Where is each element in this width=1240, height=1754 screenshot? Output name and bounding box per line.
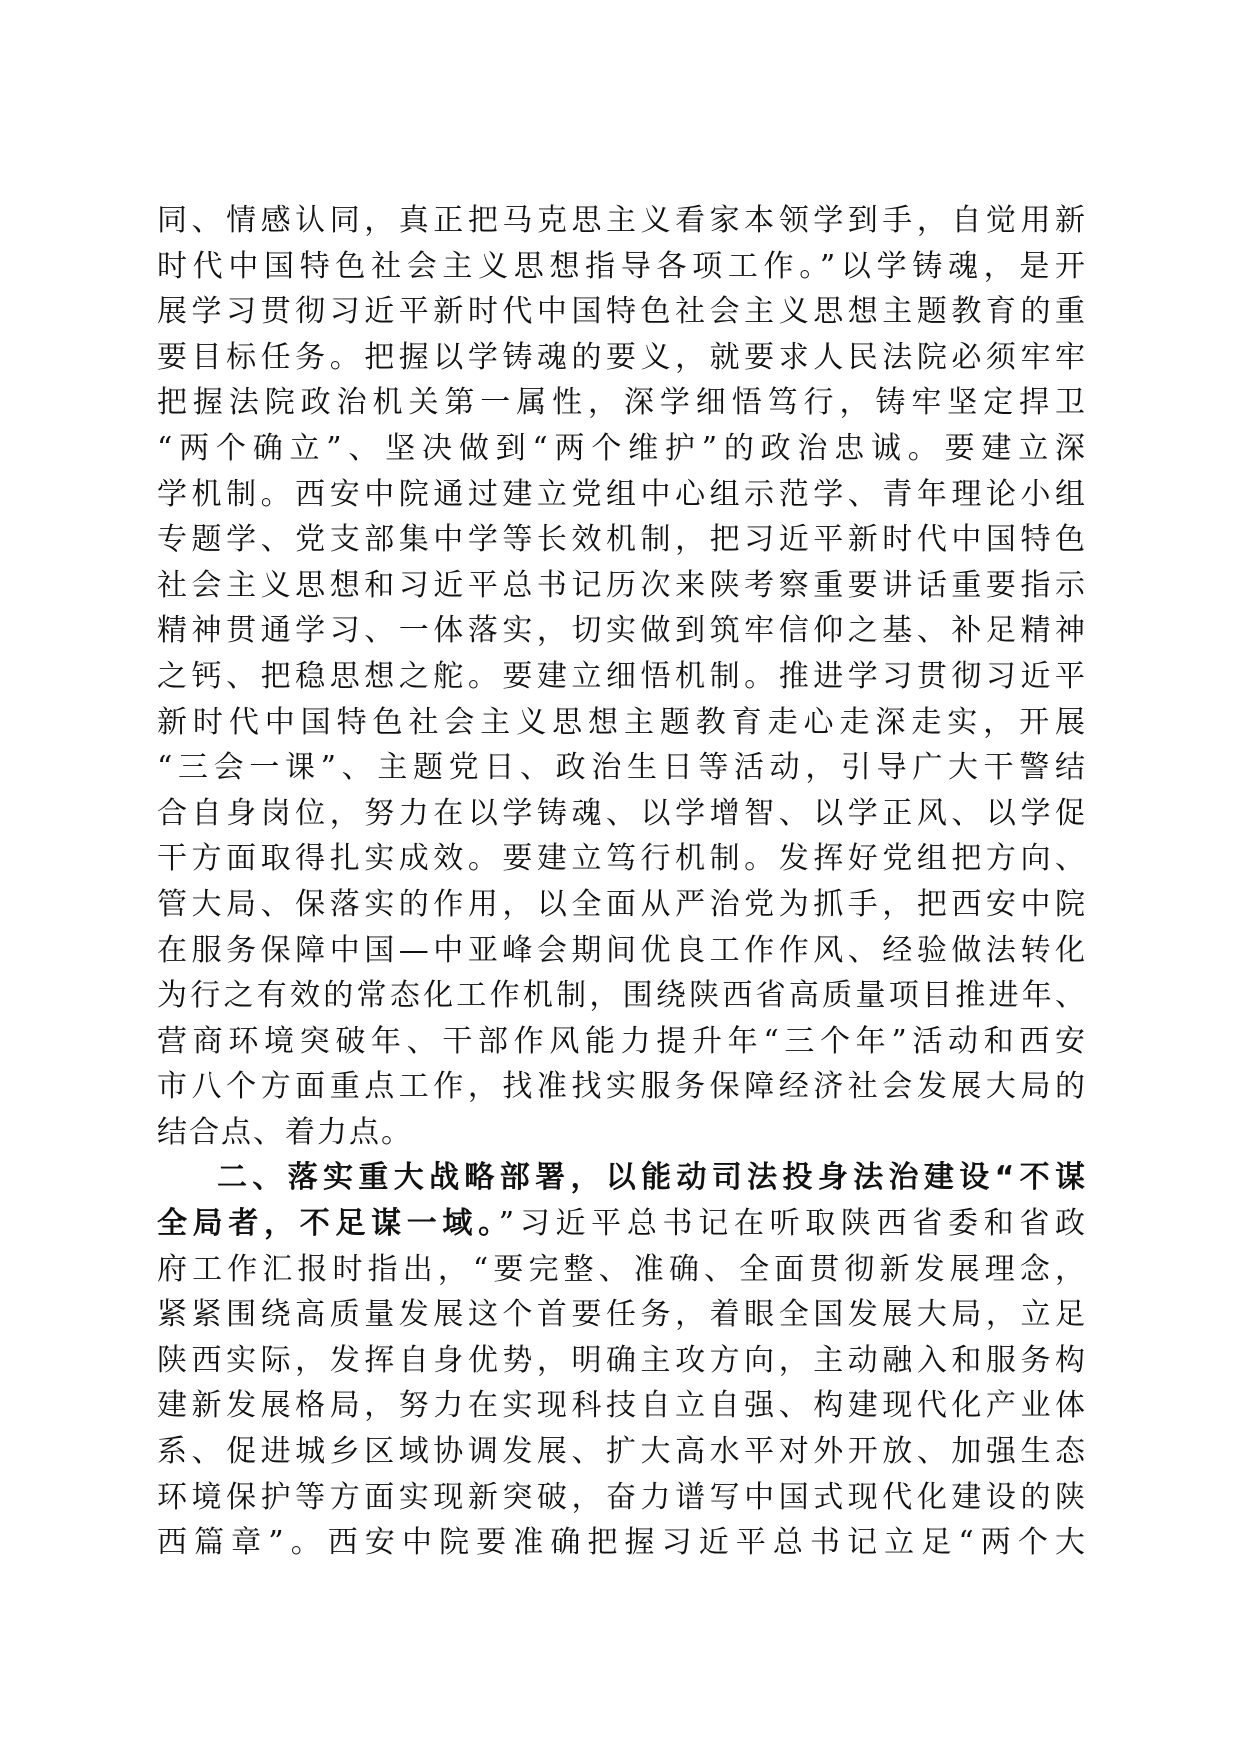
text-line: 之钙、把稳思想之舵。要建立细悟机制。推进学习贯彻习近平: [157, 658, 1087, 694]
text-line: 环境保护等方面实现新突破，奋力谱写中国式现代化建设的陕: [157, 1479, 1087, 1515]
text-line: 在服务保障中国—中亚峰会期间优良工作作风、经验做法转化: [157, 932, 1087, 968]
text-line: 要目标任务。把握以学铸魂的要义，就要求人民法院必须牢牢: [157, 339, 1087, 375]
text-line: 府工作汇报时指出，“要完整、准确、全面贯彻新发展理念，: [157, 1251, 1087, 1287]
text-line: 合自身岗位，努力在以学铸魂、以学增智、以学正风、以学促: [157, 795, 1087, 831]
text-line: 为行之有效的常态化工作机制，围绕陕西省高质量项目推进年、: [157, 978, 1087, 1014]
text-span: ”习近平总书记在听取陕西省委和省政: [498, 1206, 1087, 1242]
section-heading-continued: 全局者，不足谋一域。: [157, 1206, 499, 1242]
text-line: 营商环境突破年、干部作风能力提升年“三个年”活动和西安: [157, 1023, 1087, 1059]
text-line: 西篇章”。西安中院要准确把握习近平总书记立足“两个大: [157, 1525, 1087, 1561]
text-line: 精神贯通学习、一体落实，切实做到筑牢信仰之基、补足精神: [157, 613, 1087, 649]
text-line: 把握法院政治机关第一属性，深学细悟笃行，铸牢坚定捍卫: [157, 385, 1087, 421]
text-line: 干方面取得扎实成效。要建立笃行机制。发挥好党组把方向、: [157, 841, 1087, 877]
text-line: 管大局、保落实的作用，以全面从严治党为抓手，把西安中院: [157, 886, 1087, 922]
text-line: 系、促进城乡区域协调发展、扩大高水平对外开放、加强生态: [157, 1434, 1087, 1470]
body-text: [157, 198, 1087, 1566]
text-line: “两个确立”、坚决做到“两个维护”的政治忠诚。要建立深: [157, 430, 1087, 466]
text-line: 展学习贯彻习近平新时代中国特色社会主义思想主题教育的重: [157, 294, 1087, 330]
text-line: 结合点、着力点。: [157, 1114, 413, 1150]
text-line: [157, 1201, 1087, 1247]
text-line: 学机制。西安中院通过建立党组中心组示范学、青年理论小组: [157, 476, 1087, 512]
text-line: 时代中国特色社会主义思想指导各项工作。”以学铸魂，是开: [157, 248, 1087, 284]
text-line: 紧紧围绕高质量发展这个首要任务，着眼全国发展大局，立足: [157, 1297, 1087, 1333]
paragraph-2: [157, 1155, 1087, 1565]
text-line: 社会主义思想和习近平总书记历次来陕考察重要讲话重要指示: [157, 567, 1087, 603]
text-line: 陕西实际，发挥自身优势，明确主攻方向，主动融入和服务构: [157, 1342, 1087, 1378]
text-line: “三会一课”、主题党日、政治生日等活动，引导广大干警结: [157, 750, 1087, 786]
paragraph-1: [157, 198, 1087, 1155]
text-line: 专题学、党支部集中学等长效机制，把习近平新时代中国特色: [157, 522, 1087, 558]
text-line: 市八个方面重点工作，找准找实服务保障经济社会发展大局的: [157, 1069, 1087, 1105]
section-heading: 二、落实重大战略部署，以能动司法投身法治建设“不谋: [217, 1160, 1087, 1196]
text-line: 同、情感认同，真正把马克思主义看家本领学到手，自觉用新: [157, 203, 1087, 238]
text-line: 新时代中国特色社会主义思想主题教育走心走深走实，开展: [157, 704, 1087, 740]
text-line: 建新发展格局，努力在实现科技自立自强、构建现代化产业体: [157, 1388, 1087, 1424]
